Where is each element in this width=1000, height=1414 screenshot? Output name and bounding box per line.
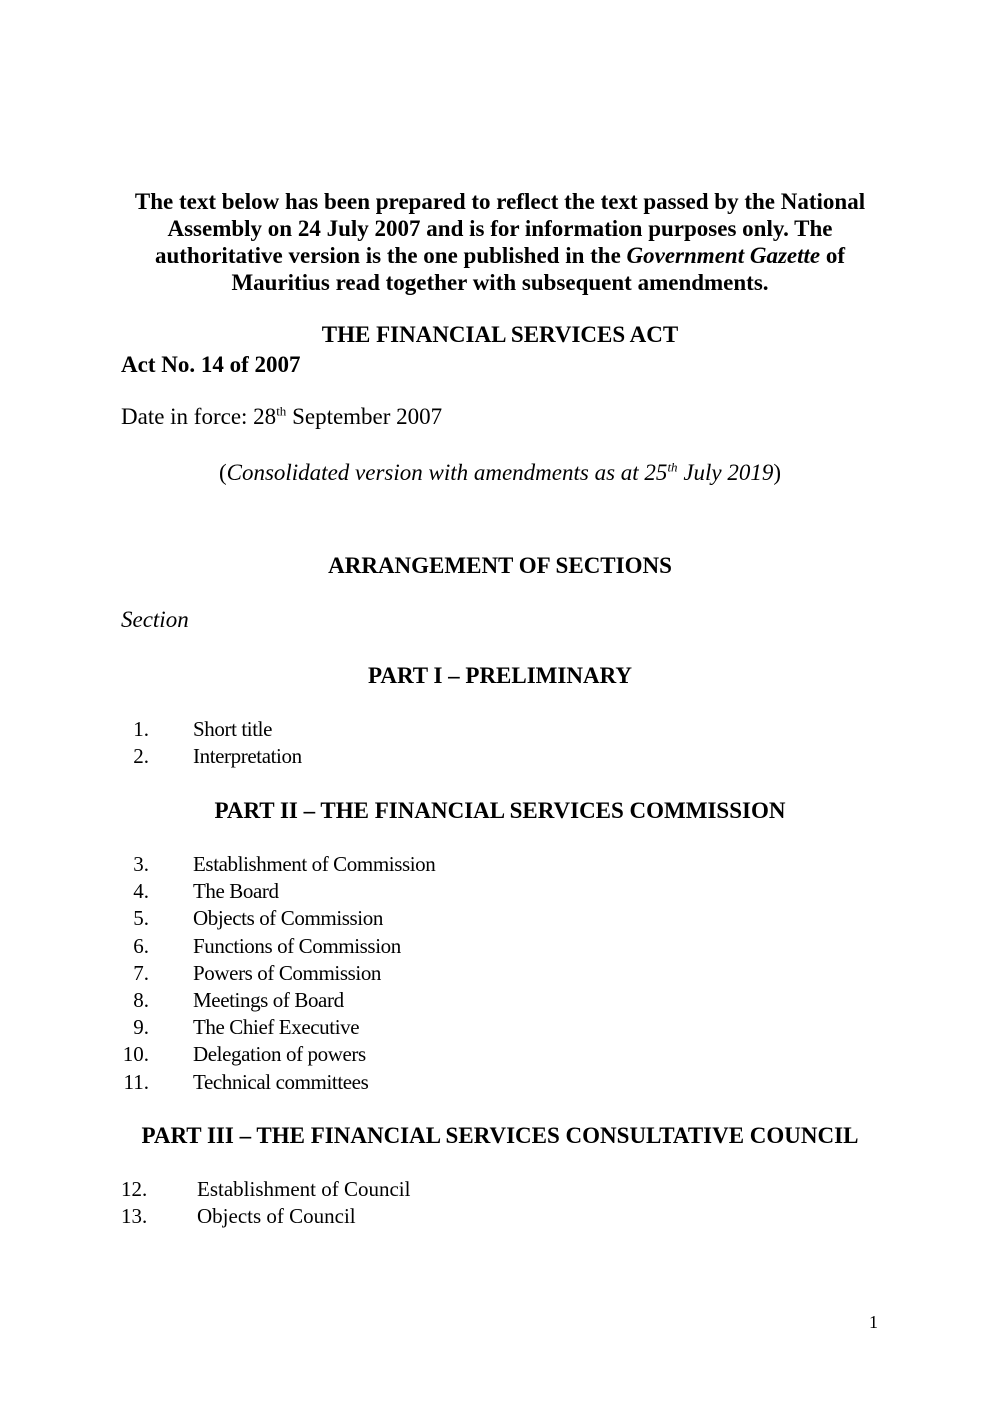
- section-title: Objects of Commission: [193, 906, 383, 931]
- date-text: September 2007: [286, 404, 443, 429]
- section-title: Objects of Council: [197, 1204, 356, 1229]
- part-heading: PART I – PRELIMINARY: [368, 663, 632, 688]
- notice-line: Assembly on 24 July 2007 and is for information purposes only. The: [167, 216, 833, 241]
- date-in-force: [121, 404, 442, 430]
- consolidated-text: July 2019: [677, 460, 774, 485]
- section-number: 5.: [133, 906, 149, 931]
- notice-text: of: [820, 243, 846, 268]
- section-title: Meetings of Board: [193, 987, 344, 1012]
- section-title: Technical committees: [193, 1069, 369, 1094]
- date-superscript: th: [276, 403, 287, 419]
- section-number: 10.: [122, 1042, 149, 1067]
- date-text: Date in force: 28: [121, 404, 277, 429]
- gazette-name: Government Gazette: [626, 243, 821, 268]
- section-item: [0, 1041, 1000, 1068]
- section-list: [0, 716, 1000, 770]
- paren: ): [773, 460, 782, 485]
- section-list: [0, 1176, 1000, 1230]
- paren: (: [218, 460, 227, 485]
- section-item: [0, 878, 1000, 905]
- section-title: Short title: [193, 717, 273, 741]
- section-title: The Board: [193, 879, 279, 904]
- section-list: [0, 851, 1000, 1096]
- section-number: 7.: [133, 960, 149, 985]
- section-title: Delegation of powers: [193, 1042, 366, 1067]
- section-item: [0, 743, 1000, 770]
- consolidated-superscript: th: [667, 459, 678, 475]
- section-item: [0, 987, 1000, 1014]
- section-title: Functions of Commission: [193, 933, 401, 958]
- section-number: 13.: [121, 1204, 148, 1229]
- section-item: [0, 1014, 1000, 1041]
- section-item: [0, 1203, 1000, 1230]
- section-number: 2.: [133, 744, 149, 769]
- act-number: Act No. 14 of 2007: [121, 352, 301, 377]
- section-number: 11.: [123, 1069, 149, 1094]
- section-title: Interpretation: [193, 744, 302, 769]
- section-number: 1.: [133, 717, 149, 741]
- page-number: 1: [869, 1312, 878, 1332]
- section-title: Powers of Commission: [193, 960, 382, 985]
- section-title: Establishment of Council: [197, 1177, 411, 1201]
- act-title: THE FINANCIAL SERVICES ACT: [321, 322, 679, 347]
- consolidated-version-note: [0, 460, 1000, 486]
- part-heading: PART III – THE FINANCIAL SERVICES CONSULTATIVE COUNCIL: [141, 1123, 859, 1148]
- section-item: [0, 1069, 1000, 1096]
- section-item: [0, 851, 1000, 878]
- arrangement-heading: ARRANGEMENT OF SECTIONS: [328, 553, 672, 578]
- section-number: 12.: [121, 1177, 148, 1201]
- notice-line: Mauritius read together with subsequent amendments.: [231, 270, 769, 295]
- section-title: Establishment of Commission: [193, 852, 436, 876]
- section-item: [0, 933, 1000, 960]
- consolidated-text: Consolidated version with amendments as at 25: [226, 460, 668, 485]
- section-title: The Chief Executive: [193, 1015, 360, 1040]
- section-item: [0, 905, 1000, 932]
- notice-line: [100, 242, 900, 269]
- section-number: 6.: [133, 933, 149, 958]
- part-heading: PART II – THE FINANCIAL SERVICES COMMISSION: [214, 798, 786, 823]
- section-number: 9.: [133, 1015, 149, 1040]
- information-notice: [100, 188, 900, 296]
- section-column-label: Section: [121, 607, 189, 632]
- section-number: 4.: [133, 879, 149, 904]
- notice-text: authoritative version is the one published in the: [154, 243, 627, 268]
- section-number: 3.: [133, 852, 149, 876]
- section-item: [0, 716, 1000, 743]
- section-item: [0, 960, 1000, 987]
- section-number: 8.: [133, 987, 149, 1012]
- section-item: [0, 1176, 1000, 1203]
- notice-line: The text below has been prepared to reflect the text passed by the National: [134, 189, 866, 214]
